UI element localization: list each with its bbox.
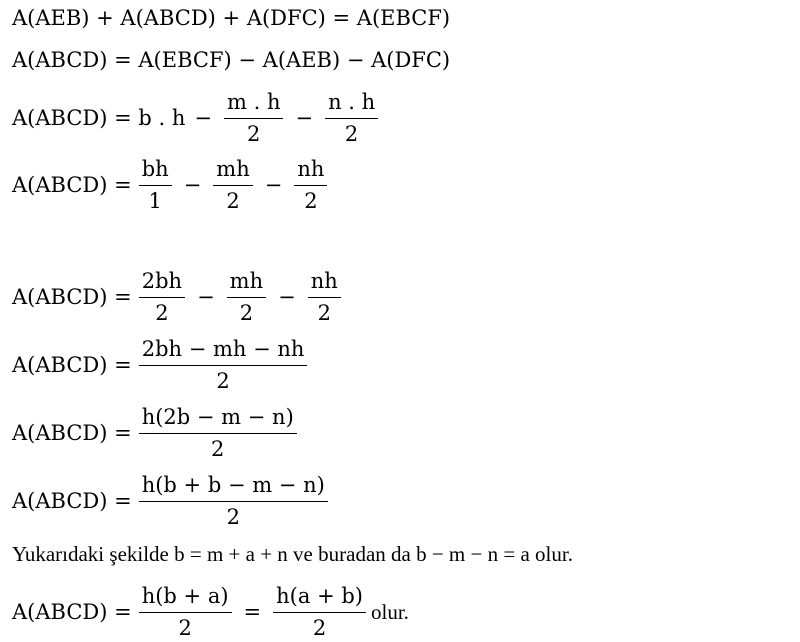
numerator: h(2b − m − n) bbox=[139, 405, 297, 434]
equation-text: A(AEB) + A(ABCD) + A(DFC) = A(EBCF) bbox=[12, 6, 451, 30]
fraction bbox=[308, 269, 341, 325]
lhs: A(ABCD) = bbox=[12, 173, 132, 198]
equation-line-2 bbox=[12, 48, 452, 72]
numerator: mh bbox=[213, 157, 252, 186]
lhs: A(ABCD) = bbox=[12, 353, 132, 378]
fraction bbox=[139, 473, 328, 529]
equation-line-8 bbox=[12, 473, 333, 529]
minus-sign: − bbox=[264, 173, 283, 198]
minus-sign: − bbox=[194, 106, 212, 131]
conclusion-text: olur. bbox=[370, 599, 409, 624]
minus-sign: − bbox=[278, 285, 296, 310]
denominator: 2 bbox=[216, 369, 230, 394]
minus-sign: − bbox=[183, 173, 202, 198]
fraction bbox=[325, 90, 378, 146]
denominator: 2 bbox=[226, 505, 240, 530]
fraction bbox=[139, 269, 185, 325]
explanation-text: Yukarıdaki şekilde b = m + a + n ve buradan da b − m − n = a olur. bbox=[12, 542, 573, 566]
denominator: 2 bbox=[304, 189, 318, 214]
fraction bbox=[273, 584, 366, 640]
denominator: 2 bbox=[317, 301, 331, 326]
fraction bbox=[139, 405, 297, 461]
equation-text: A(ABCD) = A(EBCF) − A(AEB) − A(DFC) bbox=[12, 48, 451, 72]
fraction bbox=[213, 157, 252, 213]
fraction bbox=[227, 269, 266, 325]
numerator: nh bbox=[294, 157, 327, 186]
lhs: A(ABCD) = bbox=[12, 489, 132, 514]
denominator: 2 bbox=[312, 616, 327, 641]
fraction bbox=[139, 157, 172, 213]
denominator: 2 bbox=[211, 437, 225, 462]
explanation-line bbox=[12, 542, 575, 567]
numerator: h(b + a) bbox=[139, 584, 232, 613]
numerator: 2bh − mh − nh bbox=[139, 337, 308, 366]
fraction bbox=[224, 90, 283, 146]
denominator: 2 bbox=[239, 301, 254, 326]
minus-sign: − bbox=[197, 285, 215, 310]
numerator: 2bh bbox=[139, 269, 185, 298]
equation-line-1 bbox=[12, 6, 452, 30]
numerator: nh bbox=[308, 269, 341, 298]
minus-sign: − bbox=[295, 106, 314, 131]
denominator: 2 bbox=[178, 616, 192, 641]
denominator: 2 bbox=[247, 122, 261, 147]
numerator: m . h bbox=[224, 90, 283, 119]
equation-line-10 bbox=[12, 584, 411, 640]
numerator: bh bbox=[139, 157, 172, 186]
equation-line-4 bbox=[12, 157, 332, 213]
equation-line-5 bbox=[12, 269, 346, 325]
fraction bbox=[139, 584, 232, 640]
numerator: h(b + b − m − n) bbox=[139, 473, 328, 502]
numerator: n . h bbox=[325, 90, 378, 119]
lhs: A(ABCD) = bbox=[12, 600, 132, 625]
fraction bbox=[294, 157, 327, 213]
denominator: 1 bbox=[148, 189, 162, 214]
denominator: 2 bbox=[344, 122, 359, 147]
equation-line-6 bbox=[12, 337, 312, 393]
numerator: h(a + b) bbox=[273, 584, 366, 613]
equals-sign: = bbox=[243, 600, 262, 625]
denominator: 2 bbox=[226, 189, 240, 214]
lhs: A(ABCD) = bbox=[12, 285, 132, 310]
fraction bbox=[139, 337, 308, 393]
denominator: 2 bbox=[155, 301, 169, 326]
equation-line-3 bbox=[12, 90, 383, 146]
equation-line-7 bbox=[12, 405, 302, 461]
lhs: A(ABCD) = bbox=[12, 421, 132, 446]
numerator: mh bbox=[227, 269, 266, 298]
lhs: A(ABCD) = b . h bbox=[12, 106, 186, 131]
